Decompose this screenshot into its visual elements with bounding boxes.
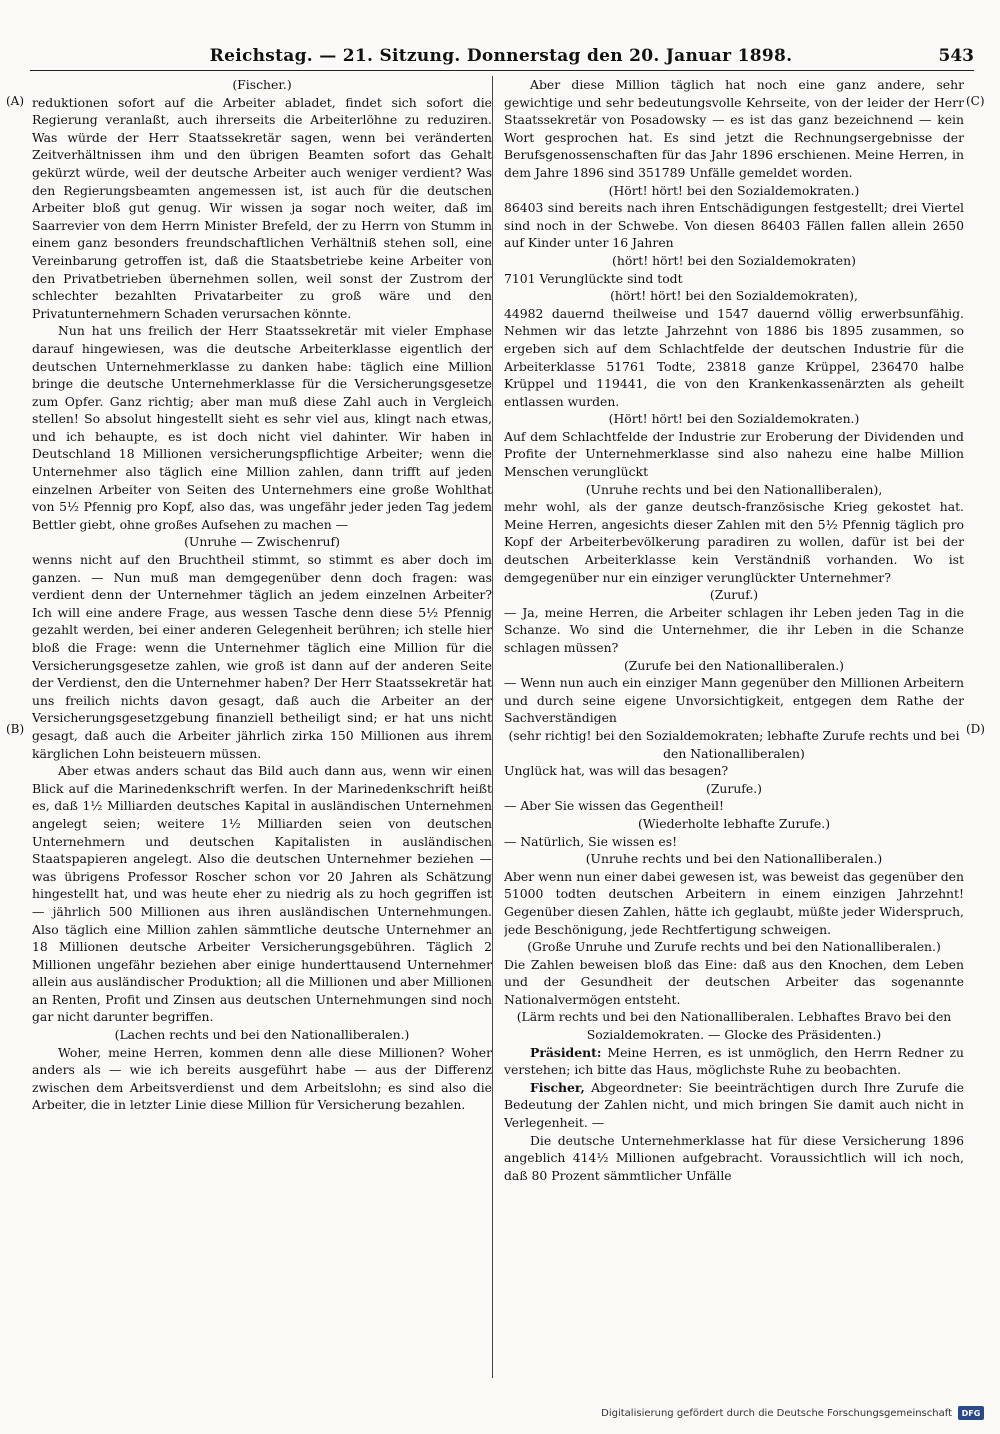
paragraph-text: (Unruhe rechts und bei den Nationalliberalen.) xyxy=(585,851,883,867)
column-divider xyxy=(492,76,493,1378)
interjection xyxy=(504,780,964,798)
paragraph-text: (Hört! hört! bei den Sozialdemokraten.) xyxy=(608,182,860,198)
interjection xyxy=(504,410,964,428)
paragraph-text: Aber wenn nun einer dabei gewesen ist, was beweist das gegenüber den 51000 todten deutschen Arbeitern in einem einzigen Jahrzehnt! Gegenüber diesen Zahlen, hätte ich geglaubt, müßte jeder Widerspruch, jede Beschönigung, jede Rechtfertigung schweigen. xyxy=(504,868,964,937)
paragraph-text: (Unruhe — Zwischenruf) xyxy=(184,534,340,550)
paragraph-text: — Natürlich, Sie wissen es! xyxy=(504,833,678,849)
paragraph-text: Meine Herren, es ist unmöglich, den Herrn Redner zu verstehen; ich bitte das Haus, möglichste Ruhe zu beobachten. xyxy=(504,1044,964,1078)
paragraph xyxy=(504,797,964,815)
margin-mark-d: (D) xyxy=(966,722,985,736)
paragraph xyxy=(504,604,964,657)
paragraph-text: (Zurufe.) xyxy=(705,780,763,796)
paragraph-text: (hört! hört! bei den Sozialdemokraten) xyxy=(612,252,856,268)
dfg-logo: DFG xyxy=(958,1406,984,1420)
paragraph xyxy=(504,1132,964,1185)
interjection xyxy=(32,76,492,94)
paragraph-text: Aber etwas anders schaut das Bild auch dann aus, wenn wir einen Blick auf die Marinedenkschrift werfen. In der Marinedenkschrift heißt es, daß 1½ Milliarden deutsches Kapital in ausländischen Unternehmen angelegt seien; weitere 1½ Milliarden seien von deutschen Unternehmern und deutschen Kapitalisten in ausländischen Staatspapieren angelegt. Also die deutschen Unternehmer beziehen — was übrigens Professor Roscher schon vor 20 Jahren als Schätzung hingestellt hat, und was heute eher zu niedrig als zu hoch gegriffen ist — jährlich 500 Millionen aus ihren ausländischen Unternehmungen. Also täglich eine Million zahlen sämmtliche deutsche Unternehmer an 18 Millionen deutsche Arbeiter Versicherungsgebühren. Täglich 2 Millionen ungefähr beziehen aber einige hunderttausend Unternehmer allein aus ausländischer Produktion; all die Millionen und aber Millionen an Renten, Profit und Zinsen aus deutschen Unternehmungen sind noch gar nicht darunter begriffen. xyxy=(32,763,492,1025)
paragraph xyxy=(32,1044,492,1114)
speaker-name: Präsident: xyxy=(530,1044,602,1060)
running-title: Reichstag. — 21. Sitzung. Donnerstag den 20. Januar 1898. xyxy=(209,46,793,66)
paragraph-text: Unglück hat, was will das besagen? xyxy=(504,763,729,779)
paragraph-text: (sehr richtig! bei den Sozialdemokraten; lebhafte Zurufe rechts und bei den Nationalliberalen) xyxy=(508,727,960,761)
paragraph-text: (hört! hört! bei den Sozialdemokraten), xyxy=(610,288,858,304)
paragraph-text: reduktionen sofort auf die Arbeiter abladet, findet sich sofort die Regierung veranlaßt, auch ihrerseits die Arbeiterlöhne zu reduziren. Was würde der Herr Staatssekretär sagen, wenn bei veränderten Zeitverhältnissen ihm und den übrigen Beamten sofort das Gehalt gekürzt würde, weil der deutsche Arbeiter auch weniger verdient? Was den Regierungsbeamten angemessen ist, ist auch für die deutschen Arbeiter bloß gut genug. Wir wissen ja sogar noch weiter, daß im Saarrevier von dem Herrn Minister Brefeld, der zu Herrn von Stumm in einem ganz besonders freundschaftlichen Verhältniß stehen soll, eine Vereinbarung getroffen ist, daß die Staatsbetriebe keine Arbeiter von den Privatbetrieben übernehmen sollen, weil sonst der Zustrom der schlechter bezahlten Privatarbeiter zu groß wäre und den Privatunternehmern Schaden verursachen könnte. xyxy=(32,94,492,321)
paragraph-text: — Ja, meine Herren, die Arbeiter schlagen ihr Leben jeden Tag in die Schanze. Wo sind die Unternehmer, die ihr Leben in die Schanze schlagen müssen? xyxy=(504,604,964,655)
left-column xyxy=(32,76,492,1376)
interjection xyxy=(504,850,964,868)
right-column xyxy=(504,76,964,1376)
paragraph-text: Die Zahlen beweisen bloß das Eine: daß aus den Knochen, dem Leben und der Gesundheit der deutschen Arbeiter das sogenannte Nationalvermögen entsteht. xyxy=(504,956,964,1007)
page-number: 543 xyxy=(938,46,974,66)
paragraph xyxy=(504,498,964,586)
interjection xyxy=(504,815,964,833)
margin-mark-c: (C) xyxy=(966,94,985,108)
paragraph-text: wenns nicht auf den Bruchtheil stimmt, so stimmt es aber doch im ganzen. — Nun muß man demgegenüber denn doch fragen: was verdient denn der Unternehmer täglich an jedem einzelnen Arbeiter? Ich will eine andere Frage, aus wessen Tasche denn diese 5½ Pfennig gezahlt werden, bei einer anderen Gelegenheit berühren; ich stelle hier bloß die Frage: wenn die Unternehmer täglich eine Million für die Versicherungsgesetze zahlen, wie groß ist dann auf der anderen Seite der Verdienst, den die Unternehmer haben? Der Herr Staatssekretär hat uns freilich nichts davon gesagt, daß auch die Arbeiter an der Versicherungsgesetzgebung finanziell betheiligt sind; er hat uns nicht gesagt, daß auch die Arbeiter jährlich zirka 150 Millionen aus ihrem kärglichen Lohn beisteuern müssen. xyxy=(32,552,492,761)
paragraph xyxy=(504,956,964,1009)
paragraph-text: — Aber Sie wissen das Gegentheil! xyxy=(504,798,724,814)
interjection xyxy=(504,938,964,956)
paragraph-text: 86403 sind bereits nach ihren Entschädigungen festgestellt; drei Viertel sind noch in der Schwebe. Von diesen 86403 Fällen fallen allein 2650 auf Kinder unter 16 Jahren xyxy=(504,200,964,251)
paragraph xyxy=(504,868,964,938)
paragraph-text: (Fischer.) xyxy=(232,77,292,92)
paragraph xyxy=(504,762,964,780)
paragraph-text: (Hört! hört! bei den Sozialdemokraten.) xyxy=(608,411,860,427)
interjection xyxy=(504,287,964,305)
page-header xyxy=(28,46,974,72)
paragraph-text: (Große Unruhe und Zurufe rechts und bei den Nationalliberalen.) xyxy=(527,939,941,955)
paragraph xyxy=(504,428,964,481)
paragraph-text: Woher, meine Herren, kommen denn alle diese Millionen? Woher anders als — wie ich bereits ausgeführt habe — aus der Differenz zwischen dem Arbeitsverdienst und dem Arbeitslohn; es sind also die Arbeiter, die in letzter Linie diese Million für Versicherung bezahlen. xyxy=(32,1044,492,1113)
paragraph-text: Aber diese Million täglich hat noch eine ganz andere, sehr gewichtige und sehr bedeutungsvolle Kehrseite, von der leider der Herr Staatssekretär von Posadowsky — es ist das ganz bezeichnend — kein Wort gesprochen hat. Es sind jetzt die Rechnungsergebnisse der Berufsgenossenschaften für das Jahr 1896 erschienen. Meine Herren, in dem Jahre 1896 sind 351789 Unfälle gemeldet worden. xyxy=(504,77,964,180)
paragraph-text: (Lärm rechts und bei den Nationalliberalen. Lebhaftes Bravo bei den Sozialdemokraten. — Glocke des Präsidenten.) xyxy=(516,1009,952,1043)
paragraph xyxy=(504,674,964,727)
paragraph xyxy=(32,94,492,323)
footer-credit: Digitalisierung gefördert durch die Deutsche Forschungsgemeinschaft xyxy=(601,1407,952,1419)
interjection xyxy=(504,252,964,270)
interjection xyxy=(504,182,964,200)
speaker-paragraph xyxy=(504,1079,964,1132)
paragraph xyxy=(504,305,964,411)
paragraph-text: (Unruhe rechts und bei den Nationalliberalen), xyxy=(585,481,883,497)
paragraph xyxy=(504,76,964,182)
interjection xyxy=(32,1026,492,1044)
paragraph xyxy=(32,322,492,533)
interjection xyxy=(32,533,492,551)
speaker-paragraph xyxy=(504,1044,964,1079)
paragraph-text: Nun hat uns freilich der Herr Staatssekretär mit vieler Emphase darauf hingewiesen, was die deutsche Arbeiterklasse eigentlich der deutschen Unternehmerklasse zu danken habe: täglich eine Million bringe die deutsche Unternehmerklasse für die Versicherungsgesetze zum Opfer. Ganz richtig; aber man muß diese Zahl auch in Vergleich stellen! So absolut hingestellt sieht es sehr viel aus, klingt nach etwas, und ich behaupte, es ist doch nicht viel dahinter. Wir haben in Deutschland 18 Millionen versicherungspflichtige Arbeiter; wenn die Unternehmer also täglich eine Million zahlen, dann trifft auf jeden einzelnen Arbeiter von Seiten des Unternehmers eine große Wohlthat von 5½ Pfennig pro Kopf, also das, was ungefähr jeder jeden Tag jedem Bettler giebt, ohne großes Aufsehen zu machen — xyxy=(32,323,492,532)
paragraph-text: Auf dem Schlachtfelde der Industrie zur Eroberung der Dividenden und Profite der Unternehmerklasse sind also nahezu eine halbe Million Menschen verunglückt xyxy=(504,428,964,480)
margin-mark-a: (A) xyxy=(6,94,25,108)
paragraph-text: (Zurufe bei den Nationalliberalen.) xyxy=(623,657,845,673)
paragraph xyxy=(32,551,492,762)
interjection xyxy=(504,727,964,762)
speaker-name: Fischer, xyxy=(530,1079,585,1095)
paragraph-text: (Wiederholte lebhafte Zurufe.) xyxy=(637,815,831,831)
paragraph-text: 7101 Verunglückte sind todt xyxy=(504,270,683,286)
interjection xyxy=(504,481,964,499)
paragraph-text: Die deutsche Unternehmerklasse hat für diese Versicherung 1896 angeblich 414½ Millionen aufgebracht. Voraussichtlich will ich noch, daß 80 Prozent sämmtlicher Unfälle xyxy=(504,1132,964,1183)
paragraph-text: (Lachen rechts und bei den Nationalliberalen.) xyxy=(114,1027,410,1043)
interjection xyxy=(504,1008,964,1043)
paragraph xyxy=(504,833,964,851)
paragraph-text: Abgeordneter: Sie beeinträchtigen durch Ihre Zurufe die Bedeutung der Zahlen nicht, und mich bringen Sie damit auch nicht in Verlegenheit. — xyxy=(504,1079,964,1131)
paragraph xyxy=(32,762,492,1026)
interjection xyxy=(504,657,964,675)
footer xyxy=(601,1404,984,1422)
paragraph-text: — Wenn nun auch ein einziger Mann gegenüber den Millionen Arbeitern und durch seine eigene Unvorsichtigkeit, entgegen dem Rathe der Sachverständigen xyxy=(504,675,964,726)
paragraph-text: (Zuruf.) xyxy=(709,587,759,603)
paragraph xyxy=(504,270,964,288)
margin-mark-b: (B) xyxy=(6,722,25,736)
paragraph xyxy=(504,199,964,252)
interjection xyxy=(504,586,964,604)
paragraph-text: 44982 dauernd theilweise und 1547 dauernd völlig erwerbsunfähig. Nehmen wir das letzte Jahrzehnt von 1886 bis 1895 zusammen, so ergeben sich auf dem Schlachtfelde der deutschen Industrie für die Arbeiterklasse 51761 Todte, 23818 ganze Krüppel, 236470 halbe Krüppel und 119441, die von den Krankenkassenärzten als geheilt entlassen wurden. xyxy=(504,305,964,409)
header-rule xyxy=(30,70,974,71)
paragraph-text: mehr wohl, als der ganze deutsch-französische Krieg gekostet hat. Meine Herren, angesichts dieser Zahlen mit den 5½ Pfennig täglich pro Kopf der Arbeiterbevölkerung paradiren zu wollen, dafür ist bei der deutschen Arbeiterklasse kein Verständniß vorhanden. Wo ist demgegenüber nur ein einziger verunglückter Unternehmer? xyxy=(504,499,964,585)
